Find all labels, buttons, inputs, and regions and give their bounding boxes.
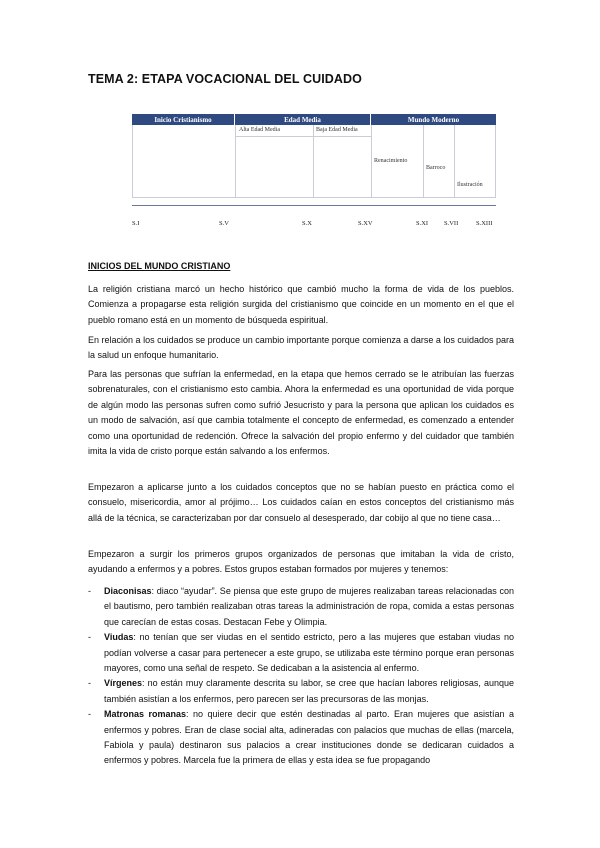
list-item	[88, 676, 514, 707]
paragraph: Para las personas que sufrían la enfermedad, en la etapa que hemos cerrado se le atribuían las fuerzas sobrenaturales, con el cristianismo esto cambia. Ahora la enfermedad es una oportunidad de vida porque de algún modo las personas sufren como sufrió Jesucristo y para la persona que aplican los cuidados es un modo de salvación, así que cambia totalmente el concepto de enfermedad, es comenzado a entender como una oportunidad de redención. Ofrece la salvación del propio enfermo y del cuidador que también imita la vida de cristo porque están salvando a los enfermos.	[88, 369, 514, 457]
term-viudas: Viudas	[104, 632, 134, 643]
list-item	[88, 707, 514, 769]
list-item	[88, 630, 514, 676]
sub-barroco: Barroco	[426, 165, 446, 171]
groups-list	[88, 584, 514, 769]
divider	[423, 125, 424, 197]
paragraph: Empezaron a surgir los primeros grupos organizados de personas que imitaban la vida de cristo, ayudando a enfermos y a pobres. Estos grupos estaban formados por mujeres y tenemos:	[88, 549, 514, 575]
section-title: INICIOS DEL MUNDO CRISTIANO	[88, 261, 231, 271]
tick-label: S.XV	[358, 220, 373, 227]
page-title: TEMA 2: ETAPA VOCACIONAL DEL CUIDADO	[88, 72, 362, 86]
term-matronas-romanas: Matronas romanas	[104, 709, 187, 720]
divider	[371, 125, 372, 197]
divider	[454, 125, 455, 197]
header-inicio-cristianismo: Inicio Cristianismo	[132, 114, 235, 125]
sub-alta-edad-media: Alta Edad Media	[239, 127, 280, 133]
paragraph: Empezaron a aplicarse junto a los cuidados conceptos que no se habían puesto en práctica como el consuelo, misericordia, amor al prójimo… Los cuidados caían en estos conceptos del cristianismo más allá de la técnica, se caracterizaban por dar consuelo al desesperado, dar cobijo al que no tiene casa…	[88, 482, 514, 523]
paragraph: En relación a los cuidados se produce un cambio importante porque comienza a darse a los cuidados para la salud un enfoque humanitario.	[88, 335, 514, 361]
timeline-header	[132, 114, 496, 125]
tick-label: S.XI	[416, 220, 429, 227]
item-text: : diaco “ayudar”. Se piensa que este grupo de mujeres realizaban tareas relacionadas con el bautismo, pero también realizaban otras tareas la administración de ropa, comida a estas personas que carecían de estas cosas. Destacan Febe y Olimpia.	[104, 586, 514, 627]
item-text: : no tenían que ser viudas en el sentido estricto, pero a las mujeres que estaban viudas no podían volverse a casar para pertenecer a este grupo, se utilizaba este término porque eran personas mayores, como una señal de respeto. Se dedicaban a la asistencia al enfermo.	[104, 632, 514, 674]
header-edad-media: Edad Media	[235, 114, 371, 125]
tick-label: S.V	[219, 220, 229, 227]
timeline-table	[132, 114, 496, 198]
tick-label: S.XIII	[476, 220, 493, 227]
sub-ilustracion: Ilustración	[457, 182, 483, 188]
item-text: : no quiere decir que estén destinadas al parto. Eran mujeres que asistían a enfermos y pobres. Eran de clase social alta, adineradas con palacios que muchas de ellas (marcela, Fabiola y paula) destinaron sus palacios a crear instituciones donde se dedicaran cuidados a enfermos y pobres. Marcela fue la primera de ellas y esta idea se fue propagando	[104, 709, 514, 766]
tick-label: S.VII	[444, 220, 459, 227]
sub-renacimiento: Renacimiento	[374, 158, 408, 164]
tick-label: S.X	[302, 220, 312, 227]
paragraph: La religión cristiana marcó un hecho histórico que cambió mucho la forma de vida de los pueblos. Comienza a propagarse esta religión surgida del cristianismo que coincide en un momento en el que el pueblo romano está en un momento de búsqueda espiritual.	[88, 284, 514, 325]
term-diaconisas: Diaconisas	[104, 586, 152, 596]
header-mundo-moderno: Mundo Moderno	[407, 115, 460, 124]
sub-baja-edad-media: Baja Edad Media	[316, 127, 358, 133]
item-text: : no están muy claramente descrita su labor, se cree que hacían labores religiosas, aunque también asistían a los enfermos, pero parecen ser las precursoras de las monjas.	[104, 678, 514, 704]
list-item	[88, 584, 514, 630]
timeline-axis	[132, 205, 496, 206]
term-virgenes: Vírgenes	[104, 678, 143, 689]
divider	[236, 136, 371, 137]
timeline-body	[132, 125, 496, 198]
tick-label: S.I	[132, 220, 140, 227]
